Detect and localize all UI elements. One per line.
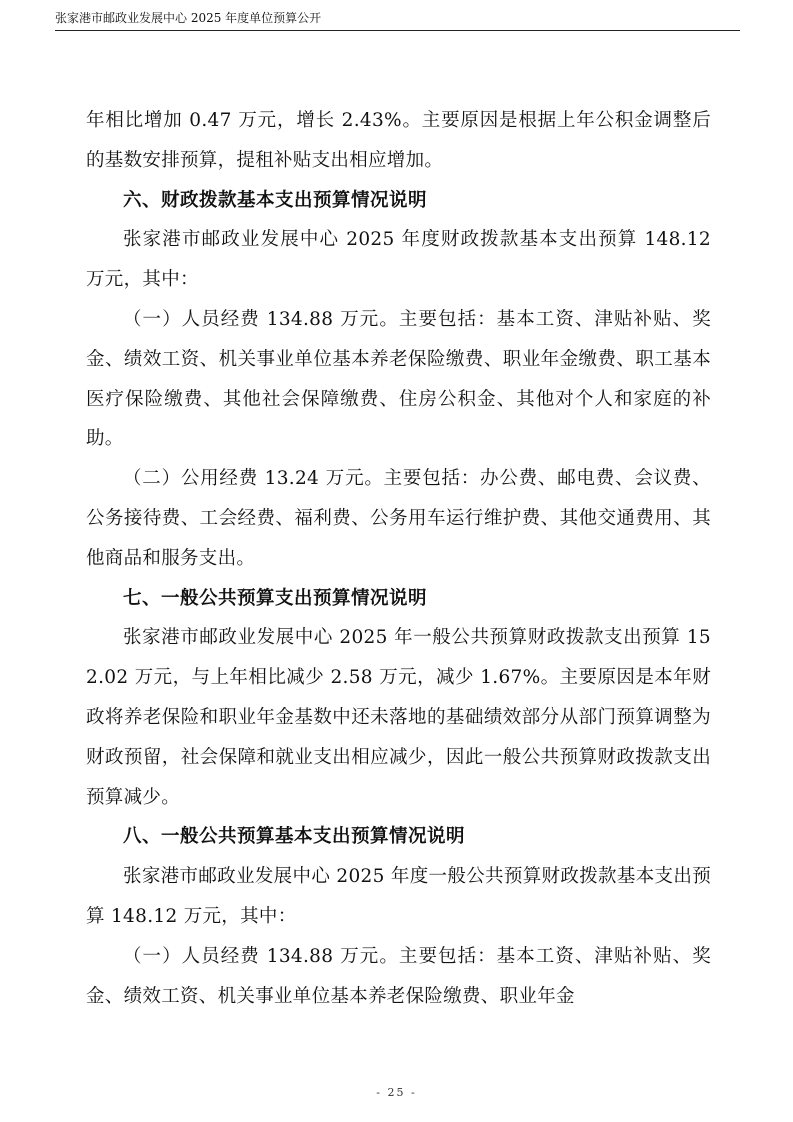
section-heading-7: 七、一般公共预算支出预算情况说明 (123, 587, 428, 609)
paragraph-basic-expenditure-total: 张家港市邮政业发展中心 2025 年度财政拨款基本支出预算 148.12 万元，其中： (86, 229, 711, 291)
page-number: - 25 - (376, 1086, 417, 1099)
paragraph-public-expenses: （二）公用经费 13.24 万元。主要包括：办公费、邮电费、会议费、公务接待费、工会经费、福利费、公务用车运行维护费、其他交通费用、其他商品和服务支出。 (86, 468, 711, 569)
paragraph-personnel-expenses: （一）人员经费 134.88 万元。主要包括：基本工资、津贴补贴、奖金、绩效工资、机关事业单位基本养老保险缴费、职业年金缴费、职工基本医疗保险缴费、其他社会保障缴费、住房公积金、其他对个人和家庭的补助。 (86, 308, 711, 450)
section-heading-8: 八、一般公共预算基本支出预算情况说明 (123, 826, 466, 848)
running-header: 张家港市邮政业发展中心 2025 年度单位预算公开 (55, 8, 740, 31)
paragraph-general-basic-expenditure-total: 张家港市邮政业发展中心 2025 年度一般公共预算财政拨款基本支出预算 148.12 万元，其中： (86, 866, 711, 927)
document-body (86, 101, 711, 1016)
paragraph-personnel-expenses-continued: （一）人员经费 134.88 万元。主要包括：基本工资、津贴补贴、奖金、绩效工资、机关事业单位基本养老保险缴费、职业年金 (86, 945, 711, 1007)
paragraph-continuation: 年相比增加 0.47 万元，增长 2.43%。主要原因是根据上年公积金调整后的基数安排预算，提租补贴支出相应增加。 (86, 110, 711, 171)
paragraph-general-budget-expenditure: 张家港市邮政业发展中心 2025 年一般公共预算财政拨款支出预算 152.02 万元，与上年相比减少 2.58 万元，减少 1.67%。主要原因是本年财政将养老保险和职业年金基数中还未落地的基础绩效部分从部门预算调整为财政预留，社会保障和就业支出相应减少，因此一般公共预算财政拨款支出预算减少。 (86, 627, 711, 808)
section-heading-6: 六、财政拨款基本支出预算情况说明 (123, 189, 428, 211)
